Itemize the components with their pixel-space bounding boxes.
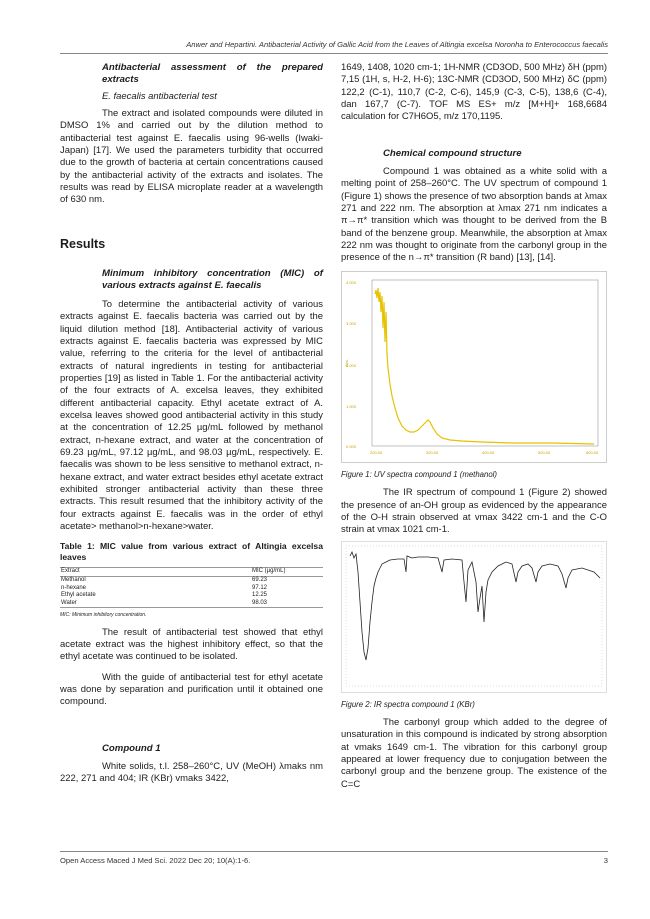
paragraph-guide: With the guide of antibacterial test for ethyl acetate was done by separation and purification until it obtained one compound. — [60, 671, 323, 708]
left-column — [60, 62, 323, 786]
section-title-chemical: Chemical compound structure — [383, 147, 522, 159]
table-row — [60, 600, 323, 608]
running-head: Anwer and Hepartini. Antibacterial Activity of Gallic Acid from the Leaves of Altingia excelsa Noronha to Enterococcus faecalis — [186, 40, 608, 49]
paragraph-methods: The extract and isolated compounds were diluted in DMSO 1% and carried out by the dilution method to antibacterial test against E. faecalis using 96-wells (Iwaki-Japan) [17]. We used the parameters turbidity that occurred due to the growth of bacteria at certain concentrations caused by the antibacterial activity of the extracts and isolates. The results was read by ELISA microplate reader at a wavelength of 630 nm. — [60, 108, 323, 206]
y-tick: 2.000 — [346, 362, 357, 368]
x-tick: 400.00 — [482, 449, 495, 455]
right-column — [341, 62, 607, 791]
header-rule — [60, 53, 608, 54]
figure-ir-spectrum — [341, 541, 607, 693]
ir-transmittance-curve — [350, 552, 600, 660]
x-tick: 500.00 — [538, 449, 551, 455]
footer-rule — [60, 851, 608, 852]
paragraph-result: The result of antibacterial test showed that ethyl acetate extract was the highest inhibitory effect, so that the ethyl acetate was continued to be isolated. — [60, 626, 323, 663]
uv-spectrum-plot — [342, 272, 606, 460]
paragraph-mic: To determine the antibacterial activity of various extracts against E. faecalis bacteria was carried out by the liquid dilution method [18]. Antibacterial activity of various extracts against E. faecalis bacteria was expressed by MIC value, referring to the criteria for the level of antibacterial extracts of natural ingredients in testing for antibacterial properties [19] as listed in Table 1. For the antibacterial activity of the four extracts of A. excelsa leaves, they exhibited different antibacterial capacity. Ethyl acetate extract of A. excelsa leaves showed good antibacterial activity in this study at the concentration of 12.25 µg/mL followed by methanol extract, n-hexane extract, and water at the concentration of 69.23 µg/mL, 97.12 µg/mL, and 98.03 µg/mL, respectively. E. faecalis was shown to be less sensitive to methanol extract, n-hexane extract, and water extract besides ethyl acetate extract exhibited stronger antibacterial activity than these three extracts. This result resumed that the inhibitory activity of the four extracts against E. faecalis was in the order of ethyl acetate> methanol>n-hexane>water. — [60, 298, 323, 532]
paragraph-chemical: Compound 1 was obtained as a white solid with a melting point of 258–260°C. The UV spectrum of compound 1 (Figure 1) shows the presence of two absorption bands at λmax 271 and 222 nm. The absorption at λmax 271 nm indicates a π→π* transition which was thought to be derived from the B band of the benzene group. Meanwhile, the absorption at λmax 222 nm was thought to originate from the carbonyl group in the presence of the n→π* transition (R band) [13], [14]. — [341, 166, 607, 264]
table-cell: 12.25 — [252, 592, 268, 599]
table-cell: Ethyl acetate — [61, 592, 96, 599]
footer-citation: Open Access Maced J Med Sci. 2022 Dec 20; 10(A):1-6. — [60, 856, 251, 865]
results-heading: Results — [60, 236, 106, 251]
table-row — [60, 592, 323, 600]
figure2-caption: Figure 2: IR spectra compound 1 (KBr) — [341, 699, 475, 709]
table-header-row — [60, 568, 323, 577]
y-tick: 0.000 — [346, 443, 357, 449]
table-cell: Methanol — [61, 576, 86, 583]
table-row — [60, 585, 323, 593]
mic-table — [60, 567, 323, 608]
y-tick: 3.000 — [346, 320, 357, 326]
x-tick: 200.00 — [370, 449, 383, 455]
uv-absorbance-curve — [375, 288, 594, 444]
x-tick: 300.00 — [426, 449, 439, 455]
paragraph-carbonyl: The carbonyl group which added to the degree of unsaturation in this compound is indicated by strong absorption at vmaks 1649 cm-1. The vibration for this carbonyl group appeared at lower frequency due to conjugation between the carbonyl group and the benzene group. The existence of the C=C — [341, 716, 607, 790]
y-tick: 1.000 — [346, 403, 357, 409]
compound-title: Compound 1 — [102, 742, 161, 754]
figure1-caption: Figure 1: UV spectra compound 1 (methanol) — [341, 469, 498, 479]
table-cell: 98.03 — [252, 599, 268, 606]
ir-spectrum-plot — [342, 542, 606, 690]
paragraph-compound: White solids, t.l. 258–260°C, UV (MeOH) λmaks nm 222, 271 and 404; IR (KBr) vmaks 3422, — [60, 761, 323, 785]
table-row — [60, 576, 323, 584]
paragraph-compound-cont: 1649, 1408, 1020 cm-1; 1H-NMR (CD3OD, 500 MHz) δH (ppm) 7,15 (1H, s, H-2, H-6); 13C-NMR (CD3OD, 500 MHz) δC (ppm) 122,2 (C-1), 110,7 (C-2, C-6), 145,9 (C-3, C-5), 138,6 (C-4), dan 167,7 (C-7). TOF MS ES+ m/z [M+H]+ 168,6684 calculation for C7H6O5, m/z 170,1195. — [341, 62, 607, 123]
table-header-mic: MIC (µg/mL) — [252, 568, 286, 575]
table-note: MIC: Minimum inhibitory concentration. — [60, 612, 147, 619]
table-cell: Water — [61, 599, 77, 606]
subsection-title-efaecalis: E. faecalis antibacterial test — [102, 90, 217, 102]
figure-uv-spectrum — [341, 271, 607, 463]
table-title: Table 1: MIC value from various extract of Altingia excelsa leaves — [60, 541, 323, 563]
paragraph-ir: The IR spectrum of compound 1 (Figure 2) showed the presence of an-OH group as evidenced by the appearance of the O-H strain observed at vmax 3422 cm-1 and the C-O strain at vmax 1021 cm-1. — [341, 487, 607, 536]
x-tick: 600.00 — [586, 449, 599, 455]
section-title-antibacterial: Antibacterial assessment of the prepared extracts — [102, 62, 323, 86]
table-cell: n-hexane — [61, 584, 87, 591]
table-header-extract: Extract — [61, 568, 80, 575]
y-tick: 4.000 — [346, 279, 357, 285]
table-cell: 69.23 — [252, 576, 268, 583]
table-cell: 97.12 — [252, 584, 268, 591]
y-axis-label: Abs. — [344, 358, 349, 367]
page-number: 3 — [603, 856, 608, 865]
section-title-mic: Minimum inhibitory concentration (MIC) of various extracts against E. faecalis — [102, 268, 323, 292]
